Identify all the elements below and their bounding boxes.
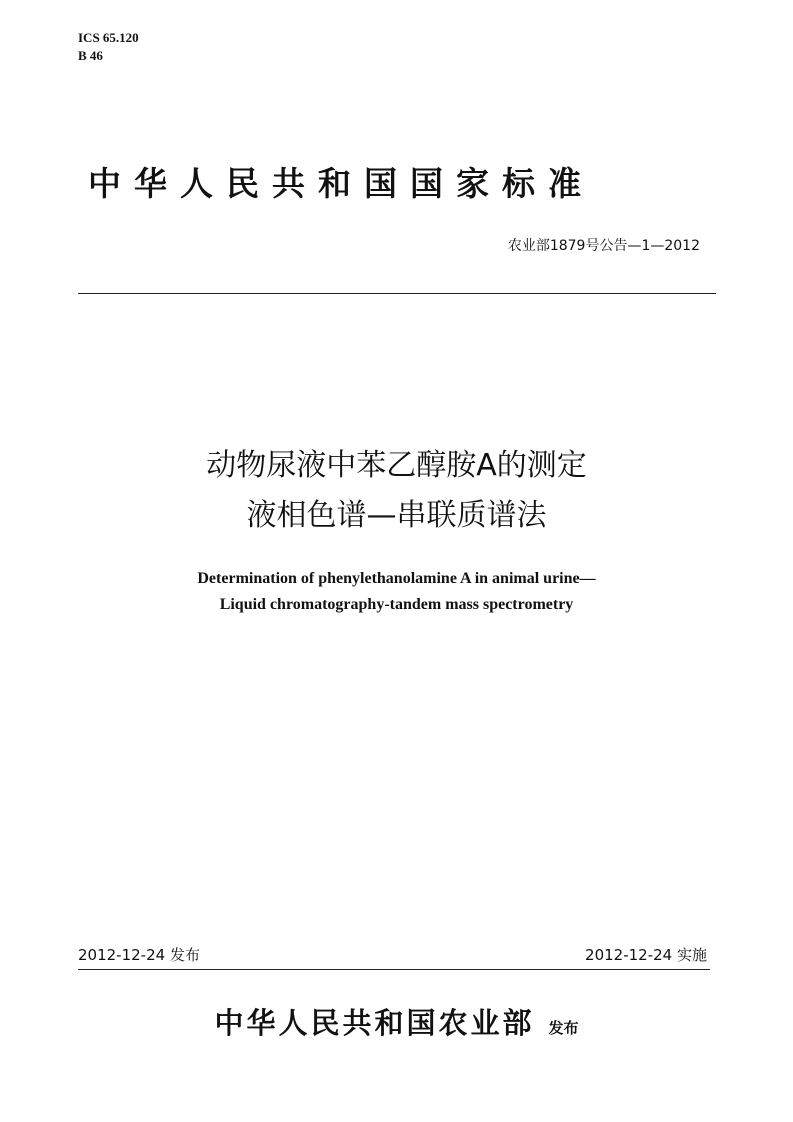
bottom-divider — [78, 969, 710, 970]
implementation-date: 2012-12-24 实施 — [585, 946, 707, 964]
issue-date: 2012-12-24 发布 — [78, 946, 200, 964]
issuer-name: 中华人民共和国农业部 — [214, 1006, 535, 1040]
standard-number: 农业部1879号公告—1—2012 — [507, 238, 700, 254]
standard-title: 中华人民共和国国家标准 — [88, 164, 594, 203]
document-title-cn-line2: 液相色谱—串联质谱法 — [246, 498, 547, 533]
document-title-en-line2: Liquid chromatography-tandem mass spectrometry — [219, 596, 574, 613]
ccs-code: B 46 — [78, 48, 103, 63]
issuer-suffix: 发布 — [548, 1019, 579, 1037]
issuer-line — [0, 1003, 793, 1048]
top-divider — [78, 293, 716, 294]
ics-code: ICS 65.120 — [78, 30, 139, 45]
document-title-en-line1: Determination of phenylethanolamine A in animal urine— — [197, 570, 596, 587]
document-title-cn-line1: 动物尿液中苯乙醇胺A的测定 — [206, 448, 587, 483]
